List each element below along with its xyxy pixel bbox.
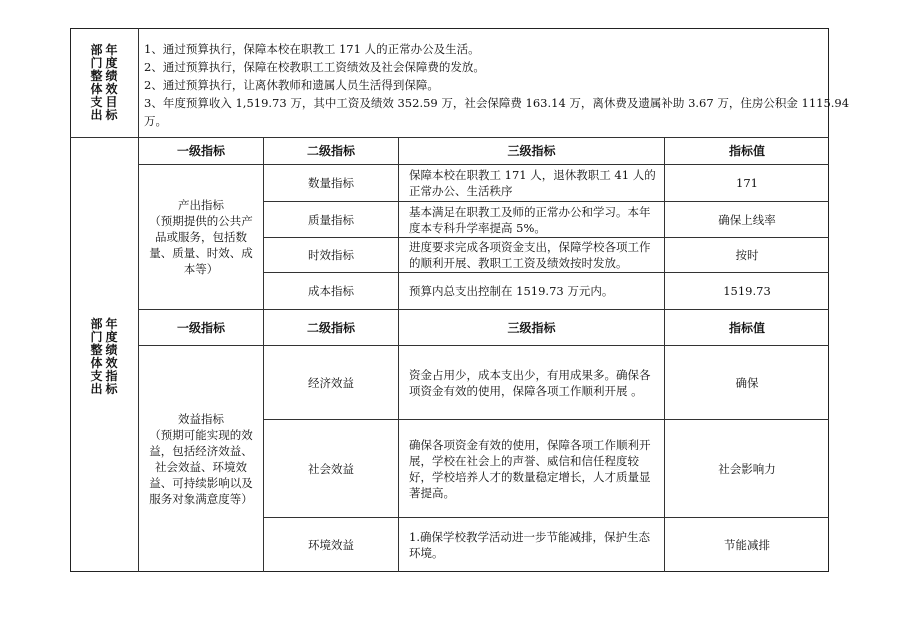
header-level2: 二级指标	[306, 144, 355, 158]
benefit-value: 确保	[735, 375, 759, 390]
goal-item: 万。	[144, 114, 167, 128]
output-level3: 预算内总支出控制在 1519.73 万元内。	[409, 284, 614, 298]
goal-section-title-1: 部门整体支出	[90, 43, 103, 122]
benefit-level2: 环境效益	[308, 538, 354, 552]
annual-goals	[144, 40, 850, 130]
benefit-value: 社会影响力	[718, 461, 776, 476]
output-value: 171	[736, 176, 758, 190]
output-level2: 数量指标	[308, 176, 354, 190]
output-level2: 成本指标	[308, 284, 354, 298]
output-group-title: 产出指标	[178, 198, 224, 212]
benefit-level2: 经济效益	[308, 375, 354, 390]
benefit-level3: 1.确保学校教学活动进一步节能减排，保护生态环境。	[409, 530, 650, 560]
output-group-desc: （预期提供的公共产品或服务，包括数量、质量、时效、成本等）	[149, 214, 253, 276]
goal-section-title-2: 年度绩效目标	[105, 43, 118, 122]
output-value: 1519.73	[723, 284, 771, 298]
header-level3: 三级指标	[507, 144, 556, 158]
header-level2: 二级指标	[306, 320, 355, 335]
output-group	[139, 165, 263, 309]
indicator-section-title-2: 年度绩效指标	[105, 317, 118, 396]
benefit-group	[139, 346, 263, 572]
header-level1: 一级指标	[176, 144, 225, 158]
output-level2: 质量指标	[308, 212, 354, 227]
goal-item: 2、通过预算执行，保障在校教职工工资绩效及社会保障费的发放。	[144, 60, 485, 74]
goal-item: 2、通过预算执行，让离休教师和遗属人员生活得到保障。	[144, 78, 439, 92]
header-level3: 三级指标	[507, 320, 556, 335]
goal-item: 1、通过预算执行，保障本校在职教工 171 人的正常办公及生活。	[144, 42, 480, 56]
header-level1: 一级指标	[176, 320, 225, 335]
benefit-value: 节能减排	[724, 538, 770, 552]
output-level2: 时效指标	[308, 248, 354, 262]
header-value: 指标值	[728, 144, 765, 158]
benefit-level2: 社会效益	[308, 461, 354, 476]
indicator-section-title-1: 部门整体支出	[90, 317, 103, 396]
output-level3: 基本满足在职教工及师的正常办公和学习。本年度本专科升学率提高 5%。	[409, 204, 651, 235]
benefit-group-title: 效益指标	[178, 412, 224, 426]
output-value: 确保上线率	[718, 212, 776, 227]
goal-item: 3、年度预算收入 1,519.73 万，其中工资及绩效 352.59 万，社会保障费 163.14 万，离休费及遗属补助 3.67 万，住房公积金 1115.94	[144, 96, 850, 110]
benefit-level3: 确保各项资金有效的使用，保障各项工作顺利开展，学校在社会上的声誉、威信和信任程度较好，学校培养人才的数量稳定增长，人才质量显著提高。	[409, 437, 651, 500]
output-level3: 保障本校在职教工 171 人，退休教职工 41 人的正常办公、生活秩序	[409, 168, 656, 198]
output-value: 按时	[735, 248, 759, 262]
output-level3: 进度要求完成各项资金支出，保障学校各项工作的顺利开展、教职工工资及绩效按时发放。	[409, 240, 651, 270]
benefit-group-desc: （预期可能实现的效益，包括经济效益、社会效益、环境效益、可持续影响以及服务对象满意度等）	[149, 428, 253, 506]
benefit-level3: 资金占用少，成本支出少，有用成果多。确保各项资金有效的使用，保障各项工作顺利开展 。	[409, 367, 651, 398]
header-value: 指标值	[728, 320, 765, 335]
